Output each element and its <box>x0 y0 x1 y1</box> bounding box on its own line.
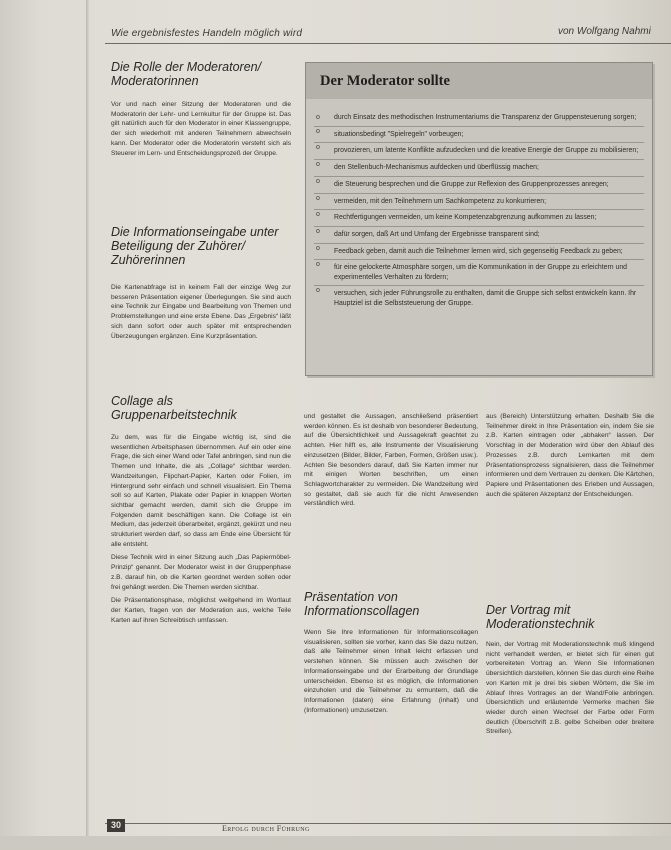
checklist-item <box>314 142 644 155</box>
checklist-item-text: den Stellenbuch-Mechanismus aufdecken und überflüssig machen; <box>334 164 539 172</box>
section-body-moderator-role <box>111 100 291 208</box>
paragraph: Zu dem, was für die Eingabe wichtig ist, sind die wesentlichen Arbeitsphasen übernommen. Auf ein oder eine Frage, die sich einer Wand oder Tafel anbringen, sind nun die Themen und Inhalte, die als „Collage“ sichtbar werden. Wandzeitungen, Flipchart-Papier, Karten oder Folien, im Hintergrund sehr einfach und schnell visualisiert. Ein Thema soll so auf Karten, Plakate oder Papier in knappen Worten sichtbar gemacht werden, damit sich die Gruppe im Folgenden damit beschäftigen kann. Die Collage ist ein Medium, das jederzeit überarbeitet, ergänzt, gekürzt und neu strukturiert werden darf, so dass am Ende eine Übersicht für alle entsteht. <box>111 434 291 548</box>
checklist-item-text: Rechtfertigungen vermeiden, um keine Kompetenzabgrenzung aufkommen zu lassen; <box>334 214 597 222</box>
bullet-circle-icon: o <box>316 114 320 121</box>
page-gutter <box>86 0 89 850</box>
checklist-item-text: Feedback geben, damit auch die Teilnehmer lernen wird, sich gegenseitig Feedback zu geben; <box>334 247 623 255</box>
bullet-circle-icon: o <box>316 244 320 252</box>
checklist-item-text: versuchen, sich jeder Führungsrolle zu enthalten, damit die Gruppe sich selbst entwickeln kann. Ihr Hauptziel ist die Selbststeuerung der Gruppe. <box>334 290 637 307</box>
header-rule <box>105 43 671 44</box>
section-heading-lecture-moderation: Der Vortrag mit Moderationstechnik <box>486 603 595 631</box>
bullet-circle-icon: o <box>316 177 320 185</box>
bullet-circle-icon: o <box>316 161 320 169</box>
checklist-item <box>314 193 644 206</box>
checklist-item <box>314 176 644 189</box>
box-title: Der Moderator sollte <box>320 73 450 89</box>
checklist-item <box>314 243 644 256</box>
bullet-circle-icon: o <box>316 144 320 152</box>
checklist-item-text: für eine gelockerte Atmosphäre sorgen, um die Kommunikation in der Gruppe zu erleichtern und experimentelles Verhalten zu fördern; <box>334 264 628 281</box>
box-title-bar <box>306 63 652 99</box>
checklist-item-text: durch Einsatz des methodischen Instrumentariums die Transparenz der Gruppensteuerung sorgen; <box>334 114 637 121</box>
bullet-circle-icon: o <box>316 211 320 219</box>
checklist-item <box>314 226 644 239</box>
middle-column-intro <box>304 412 478 582</box>
checklist-item <box>314 259 644 282</box>
right-column-intro <box>486 412 654 587</box>
paragraph: Die Kartenabfrage ist in keinem Fall der einzige Weg zur besseren Präsentation eigener Überlegungen. Sie sind auch eine Technik zur Eingabe und Bearbeitung von Themen und Problemstellungen und eine erste Ebene. Das „Ergebnis“ läßt sich dann sofort oder auch später mit entsprechenden Überzeugungen ergänzen. Eine Kurzpräsentation. <box>111 284 291 340</box>
checklist-item <box>314 285 644 308</box>
section-heading-collage: Collage als Gruppenarbeitstechnik <box>111 394 237 422</box>
checklist-item <box>314 126 644 139</box>
checklist-item <box>314 209 644 222</box>
section-heading-moderator-role: Die Rolle der Moderatoren/ Moderatorinnen <box>111 60 262 88</box>
checklist-item-text: situationsbedingt "Spielregeln" vorbeugen; <box>334 130 464 138</box>
page-number: 30 <box>107 819 125 832</box>
section-body-collage <box>111 433 291 813</box>
section-body-lecture-moderation <box>486 640 654 814</box>
section-body-information-input <box>111 283 291 375</box>
running-header-right: von Wolfgang Nahmi <box>558 26 651 37</box>
footer-publication-title: Erfolg durch Führung <box>222 824 310 833</box>
checklist-item-text: vermeiden, mit den Teilnehmern um Sachkompetenz zu konkurrieren; <box>334 197 547 205</box>
checklist-item-text: dafür sorgen, daß Art und Umfang der Ergebnisse transparent sind; <box>334 230 540 238</box>
running-header-left: Wie ergebnisfestes Handeln möglich wird <box>111 28 303 39</box>
bottom-edge <box>0 836 671 850</box>
checklist-item-text: provozieren, um latente Konflikte aufzudecken und die kreative Energie der Gruppe zu mobilisieren; <box>334 147 639 155</box>
paragraph: und gestaltet die Aussagen, anschließend präsentiert werden können. Es ist deshalb von besonderer Bedeutung, auf die Übersichtlichkeit und Aussagekraft geachtet zu achten. Hier hilft es, alle Instrumente der Visualisierung einzusetzen (Bilder, Bilder, Farben, Formen, Größen usw.). Achten Sie besonders darauf, daß Sie Karten immer nur mit einigen Worten beschriften, um einen Schlagwortcharakter zu vermeiden. Die Wandzeitung wird so gestaltet, daß sie auch für die nicht Anwesenden verständlich wird. <box>304 413 478 508</box>
checklist <box>314 113 644 312</box>
section-heading-information-collages: Präsentation von Informationscollagen <box>304 590 420 618</box>
bullet-circle-icon: o <box>316 227 320 235</box>
checklist-item <box>314 159 644 172</box>
paragraph: Diese Technik wird in einer Sitzung auch „Das Papiermöbel-Prinzip“ genannt. Der Moderator weist in der Gruppenphase z.B. darauf hin, ob die Karten geordnet werden sollen oder frei gehängt werden. Die Themen werden sichtbar. <box>111 554 291 591</box>
paragraph: aus (Bereich) Unterstützung erhalten. Deshalb Sie die Teilnehmer direkt in Ihre Präsentation ein, indem Sie sie z.B. Karten eintragen oder „abhaken“ lassen. Der Vorschlag in der Moderation wird über den Ablauf des Prozesses z.B. durch Lernkarten mit dem Präsentationsprozess signalisieren, dass die Teilnehmer informieren und dem Vertrauen zu denken. Die Kärtchen, Papiere und Präsentationen des Erleben und Aussagen, auch die späteren Akzeptanz der Entscheidungen. <box>486 413 654 498</box>
checklist-item-text: die Steuerung besprechen und die Gruppe zur Reflexion des Gruppenprozesses anregen; <box>334 180 609 188</box>
bullet-circle-icon: o <box>316 127 320 135</box>
paragraph: Vor und nach einer Sitzung der Moderatoren und die Moderatorin der Lehr- und Lernkultur für der Gruppe ist. Das gilt natürlich auch für den Moderator in einer Klassengruppe, der sich wiederholt mit anderen Teilnehmern abwechseln kann. Der Moderator oder die Moderatorin versteht sich als Steuerer im Lern- und Entscheidungsprozeß der Gruppe. <box>111 101 291 157</box>
moderator-checklist-box <box>305 62 653 376</box>
section-body-information-collages <box>304 628 478 813</box>
bullet-circle-icon: o <box>316 261 320 269</box>
paragraph: Nein, der Vortrag mit Moderationstechnik muß klingend nicht verhandelt werden, er bietet sich für einen gut vorbereiteten Vortrag an. Wenn Sie Informationen übersichtlich darstellen, können Sie das durch eine Reihe von Karten mit je drei bis sieben Wörtern, die Sie im Ablauf Ihres Vortrages an der Wand/Folie anbringen. Übersichtlich und erläuternde Vermerke machen Sie wieder durch einen Wechsel der Farbe oder Form deutlich (Überschrift z.B. gelbe Scheiben oder breitere Streifen). <box>486 641 654 736</box>
footer-rule <box>105 823 671 824</box>
section-heading-information-input: Die Informationseingabe unter Beteiligung der Zuhörer/ Zuhörerinnen <box>111 225 279 267</box>
bullet-circle-icon: o <box>316 194 320 202</box>
paragraph: Die Präsentationsphase, möglichst weitgehend im Wortlaut der Karten, fragen von der Moderation aus, welche Teile Karten auf ihren Schreibtisch umfassen. <box>111 597 291 624</box>
paragraph: Wenn Sie Ihre Informationen für Informationscollagen visualisieren, sollten sie vorher, kann das Sie dazu nutzen, daß alle Teilnehmer einen Inhalt leicht erfassen und verstehen können. Sie müssen auch zwischen der Informationseingabe und der Erarbeitung der Grundlage unterscheiden. Ebenso ist es möglich, die Informationen einzuholen und die Teilnehmer zu ermuntern, daß die Informationen (daten) eine Erfahrung (inhalt) und (Informationen) umzusetzen. <box>304 629 478 714</box>
checklist-item <box>314 113 644 122</box>
bullet-circle-icon: o <box>316 287 320 295</box>
